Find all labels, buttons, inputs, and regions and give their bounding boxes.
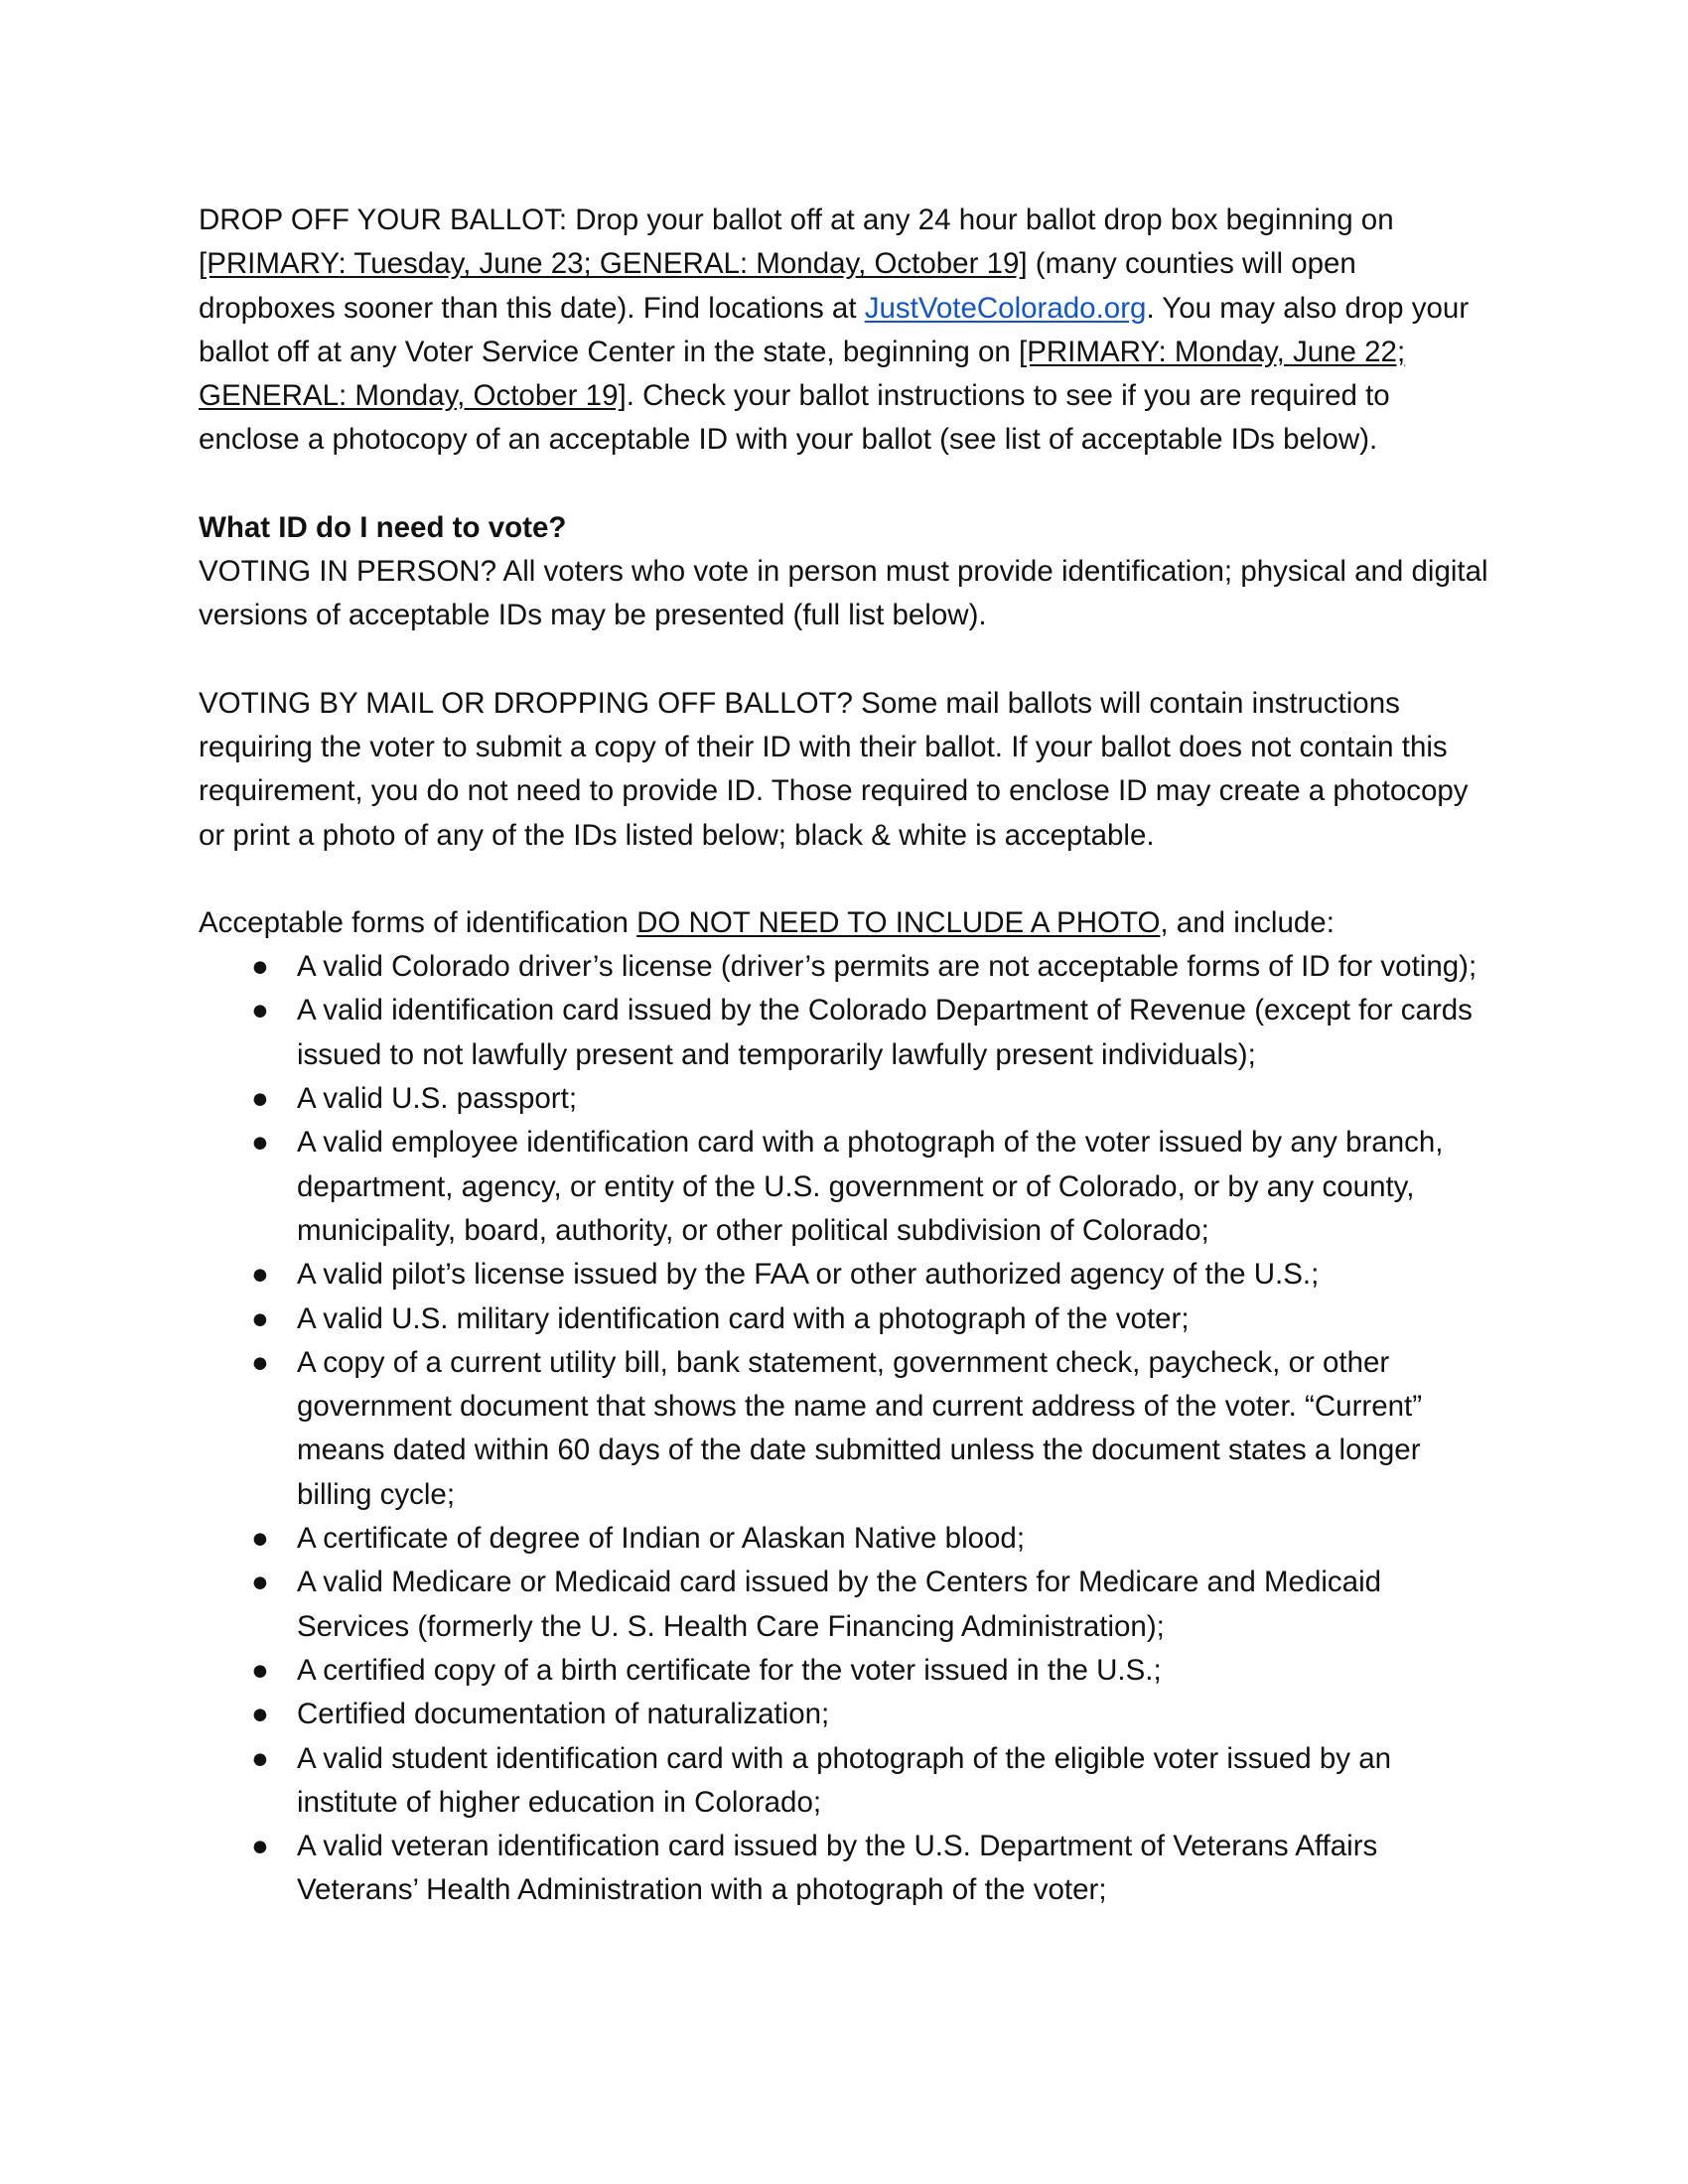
drop-off-end: . Check your ballot instructions to see if you are required to enclose a photocopy of an acceptable ID with your ballot (see list of acceptable IDs below).: [199, 379, 1390, 457]
list-item-text: A valid Medicare or Medicaid card issued by the Centers for Medicare and Medicaid Services (formerly the U. S. Health Care Financing Administration);: [297, 1566, 1382, 1643]
voting-by-mail-paragraph: VOTING BY MAIL OR DROPPING OFF BALLOT? Some mail ballots will contain instructions requiring the voter to submit a copy of their ID with their ballot. If your ballot does not contain this requirement, you do not need to provide ID. Those required to enclose ID may create a photocopy or print a photo of any of the IDs listed below; black & white is acceptable.: [199, 686, 1469, 852]
document-page: [199, 199, 1489, 1913]
list-item: [199, 1649, 1489, 1693]
list-item-text: A valid student identification card with a photograph of the eligible voter issued by an institute of higher education in Colorado;: [297, 1741, 1392, 1819]
bullet-icon: ●: [251, 1082, 269, 1116]
list-item-text: A certified copy of a birth certificate for the voter issued in the U.S.;: [297, 1653, 1162, 1687]
bullet-icon: ●: [251, 994, 269, 1027]
bullet-icon: ●: [251, 1566, 269, 1599]
id-heading: What ID do I need to vote?: [199, 510, 567, 544]
list-item-text: A valid employee identification card with a photograph of the voter issued by any branch, department, agency, or entity of the U.S. government or of Colorado, or by any county, municipality, board, authority, or other political subdivision of Colorado;: [297, 1126, 1444, 1247]
list-item: [199, 1341, 1489, 1517]
list-item-text: A valid pilot’s license issued by the FAA or other authorized agency of the U.S.;: [297, 1258, 1320, 1292]
bullet-icon: ●: [251, 1698, 269, 1731]
bullet-icon: ●: [251, 1301, 269, 1335]
bullet-icon: ●: [251, 1345, 269, 1379]
bullet-icon: ●: [251, 1741, 269, 1775]
bullet-icon: ●: [251, 950, 269, 984]
acceptable-id-intro: [199, 901, 1489, 945]
list-item: [199, 945, 1489, 989]
bullet-icon: ●: [251, 1653, 269, 1687]
list-item-text: A valid U.S. military identification card with a photograph of the voter;: [297, 1301, 1190, 1335]
list-item-text: A certificate of degree of Indian or Alaskan Native blood;: [297, 1522, 1026, 1556]
list-item-text: A copy of a current utility bill, bank statement, government check, paycheck, or other government document that shows the name and current address of the voter. “Current” means dated within 60 days of the date submitted unless the document states a longer billing cycle;: [297, 1345, 1423, 1511]
bullet-icon: ●: [251, 1522, 269, 1556]
list-item-text: A valid veteran identification card issued by the U.S. Department of Veterans Affairs Veterans’ Health Administration with a photograph of the voter;: [297, 1830, 1378, 1907]
drop-off-intro: DROP OFF YOUR BALLOT: Drop your ballot off at any 24 hour ballot drop box beginning on: [199, 204, 1394, 236]
list-item-text: A valid identification card issued by the Colorado Department of Revenue (except for cards issued to not lawfully present and temporarily lawfully present individuals);: [297, 994, 1473, 1071]
acceptable-intro-text: Acceptable forms of identification: [199, 905, 637, 939]
drop-off-mid: (many counties will open dropboxes sooner than this date). Find locations at: [199, 247, 1356, 325]
list-item: [199, 1253, 1489, 1297]
acceptable-id-list: [199, 945, 1489, 1913]
list-item: [199, 1297, 1489, 1341]
list-item-text: A valid U.S. passport;: [297, 1082, 578, 1116]
acceptable-end-text: , and include:: [1160, 905, 1335, 939]
list-item: [199, 1693, 1489, 1736]
voter-service-center-dates: [PRIMARY: Monday, June 22; GENERAL: Monday, October 19]: [199, 335, 1406, 413]
list-item: [199, 1737, 1489, 1826]
bullet-icon: ●: [251, 1126, 269, 1160]
no-photo-emphasis: DO NOT NEED TO INCLUDE A PHOTO: [636, 905, 1161, 939]
list-item: [199, 1121, 1489, 1253]
list-item-text: Certified documentation of naturalization;: [297, 1698, 830, 1731]
drop-off-mid2: . You may also drop your ballot off at any Voter Service Center in the state, beginning on: [199, 291, 1470, 368]
drop-off-paragraph: [199, 199, 1489, 463]
list-item: [199, 1561, 1489, 1649]
list-item: [199, 1077, 1489, 1121]
list-item-text: A valid Colorado driver’s license (driver’s permits are not acceptable forms of ID for voting);: [297, 950, 1477, 984]
list-item: [199, 989, 1489, 1077]
dropbox-dates: [PRIMARY: Tuesday, June 23; GENERAL: Monday, October 19]: [199, 247, 1028, 281]
justvotecolorado-link[interactable]: JustVoteColorado.org: [864, 291, 1147, 325]
bullet-icon: ●: [251, 1830, 269, 1863]
list-item: [199, 1825, 1489, 1913]
voting-in-person-paragraph: VOTING IN PERSON? All voters who vote in person must provide identification; physical and digital versions of acceptable IDs may be presented (full list below).: [199, 555, 1488, 632]
bullet-icon: ●: [251, 1258, 269, 1292]
list-item: [199, 1517, 1489, 1561]
